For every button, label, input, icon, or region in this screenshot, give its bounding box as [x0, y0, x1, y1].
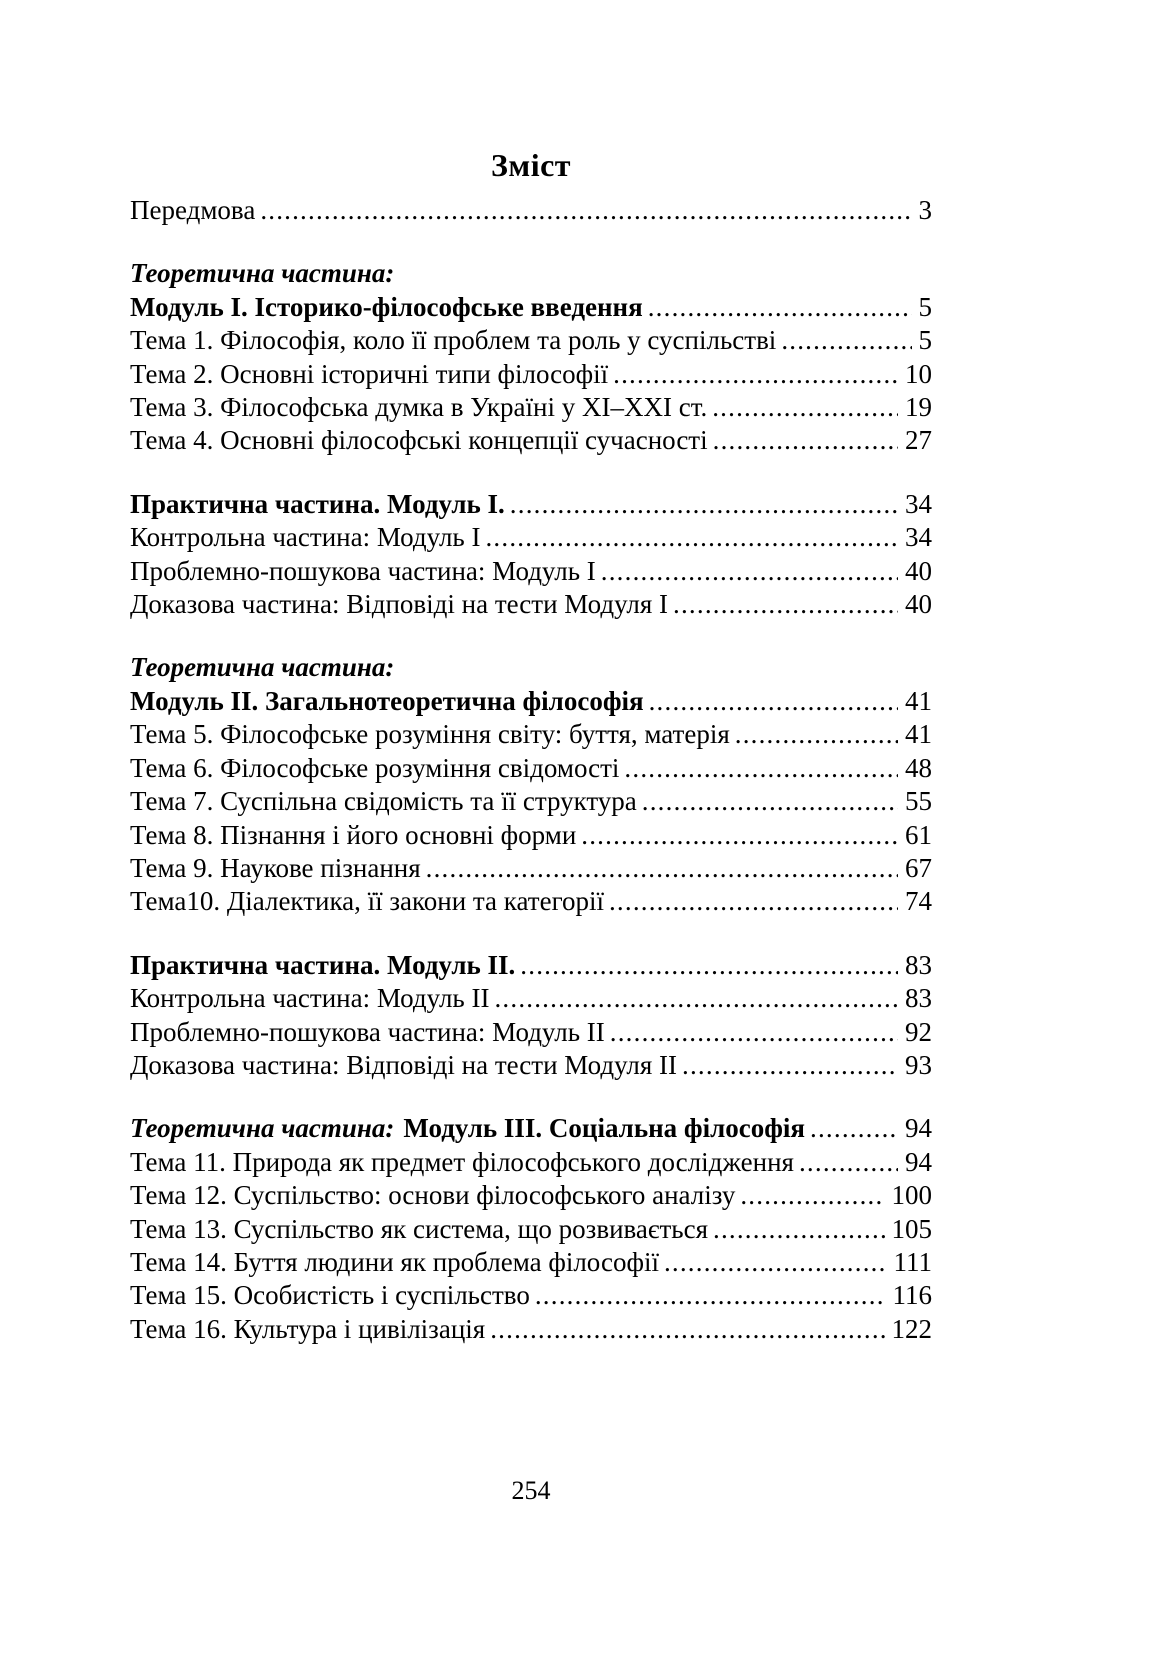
dot-leader	[613, 358, 898, 391]
toc-entry	[130, 555, 932, 588]
dot-leader	[581, 819, 898, 852]
toc-entry-page-number: 10	[905, 358, 932, 389]
toc-entry-page-number: 34	[905, 522, 932, 553]
toc-entry-label: Практична частина. Модуль ІІ.	[130, 949, 516, 980]
toc-list	[130, 194, 932, 1346]
toc-entry	[130, 1213, 932, 1246]
toc-entry-page-number: 100	[891, 1180, 932, 1211]
dot-leader	[673, 588, 898, 621]
toc-entry-page-number: 27	[905, 425, 932, 456]
toc-entry-label: Тема 9. Наукове пізнання	[130, 852, 421, 883]
toc-entry	[130, 324, 932, 357]
toc-entry-label: Теоретична частина:	[130, 652, 395, 683]
toc-entry-label: Тема 4. Основні філософські концепції сучасності	[130, 425, 708, 456]
toc-entry	[130, 1016, 932, 1049]
page-title: Зміст	[491, 147, 571, 183]
toc-entry-page-number: 92	[905, 1016, 932, 1047]
toc-entry-page-number: 94	[905, 1113, 932, 1144]
dot-leader	[740, 1179, 884, 1212]
toc-entry-label: Теоретична частина:	[130, 258, 395, 289]
toc-entry	[130, 1313, 932, 1346]
dot-leader	[664, 1246, 887, 1279]
toc-entry	[130, 785, 932, 818]
dot-leader	[609, 885, 898, 918]
toc-entry-label: Тема 13. Суспільство як система, що розвивається	[130, 1213, 708, 1244]
toc-entry	[130, 819, 932, 852]
dot-leader	[535, 1279, 886, 1312]
toc-entry	[130, 194, 932, 227]
toc-entry-page-number: 116	[892, 1280, 932, 1311]
dot-leader	[713, 424, 898, 457]
toc-entry-label: Проблемно-пошукова частина: Модуль ІІ	[130, 1016, 605, 1047]
toc-entry-page-number: 40	[905, 555, 932, 586]
dot-leader	[485, 521, 898, 554]
footer-page-number: 254	[511, 1476, 551, 1505]
toc-entry	[130, 651, 932, 684]
dot-leader	[648, 291, 912, 324]
toc-entry	[130, 521, 932, 554]
toc-entry-label: Передмова	[130, 195, 256, 225]
dot-leader	[642, 785, 898, 818]
toc-entry-page-number: 3	[918, 195, 932, 225]
toc-entry	[130, 424, 932, 457]
toc-entry	[130, 257, 932, 290]
toc-entry-page-number: 40	[905, 589, 932, 620]
dot-leader	[490, 1313, 884, 1346]
toc-entry	[130, 391, 932, 424]
toc-entry	[130, 885, 932, 918]
toc-entry-label: Тема 11. Природа як предмет філософського дослідження	[130, 1146, 794, 1177]
toc-entry-label: Контрольна частина: Модуль ІІ	[130, 983, 490, 1014]
dot-leader	[624, 752, 898, 785]
dot-leader	[810, 1112, 898, 1145]
toc-entry	[130, 1112, 932, 1145]
toc-entry	[130, 291, 932, 324]
toc-entry-page-number: 93	[905, 1049, 932, 1080]
toc-entry-page-number: 74	[905, 886, 932, 917]
toc-entry-label: Доказова частина: Відповіді на тести Модуля ІІ	[130, 1049, 678, 1080]
toc-entry-page-number: 61	[905, 819, 932, 850]
toc-entry	[130, 949, 932, 982]
toc-entry-label: Модуль ІІІ. Соціальна філософія	[403, 1113, 806, 1144]
toc-entry-page-number: 55	[905, 786, 932, 817]
toc-entry-label: Тема 8. Пізнання і його основні форми	[130, 819, 577, 850]
dot-leader	[510, 488, 898, 521]
toc-entry-page-number: 67	[905, 852, 932, 883]
toc-entry-label: Модуль ІІ. Загальнотеоретична філософія	[130, 685, 644, 716]
toc-entry-page-number: 94	[905, 1146, 932, 1177]
toc-entry-label: Тема 2. Основні історичні типи філософії	[130, 358, 609, 389]
toc-entry-label: Тема 7. Суспільна свідомість та її структура	[130, 786, 637, 817]
toc-entry-label: Тема 14. Буття людини як проблема філософії	[130, 1246, 659, 1277]
dot-leader	[260, 194, 911, 227]
dot-leader	[712, 391, 898, 424]
toc-entry-page-number: 105	[891, 1213, 932, 1244]
toc-entry-label: Практична частина. Модуль І.	[130, 488, 505, 519]
dot-leader	[610, 1016, 898, 1049]
toc-entry-page-number: 48	[905, 752, 932, 783]
toc-entry-label: Тема 1. Філософія, коло її проблем та роль у суспільстві	[130, 325, 777, 356]
dot-leader	[426, 852, 898, 885]
toc-entry-label: Тема 12. Суспільство: основи філософського аналізу	[130, 1180, 736, 1211]
toc-entry	[130, 1049, 932, 1082]
toc-entry-label: Тема10. Діалектика, її закони та категорії	[130, 886, 604, 917]
dot-leader	[799, 1146, 898, 1179]
toc-entry-label: Тема 16. Культура і цивілізація	[130, 1313, 486, 1344]
toc-entry-prefix: Теоретична частина:	[130, 1113, 395, 1144]
toc-entry-page-number: 5	[918, 325, 932, 356]
toc-entry	[130, 685, 932, 718]
toc-entry-page-number: 41	[905, 719, 932, 750]
toc-entry	[130, 1246, 932, 1279]
toc-entry	[130, 1146, 932, 1179]
dot-leader	[682, 1049, 898, 1082]
toc-entry-page-number: 41	[905, 685, 932, 716]
toc-entry-page-number: 122	[891, 1313, 932, 1344]
toc-entry-page-number: 19	[905, 392, 932, 423]
toc-entry-label: Тема 5. Філософське розуміння світу: буття, матерія	[130, 719, 730, 750]
toc-entry	[130, 852, 932, 885]
toc-entry-page-number: 111	[893, 1246, 932, 1277]
toc-entry-label: Модуль І. Історико-філософське введення	[130, 291, 643, 322]
dot-leader	[649, 685, 898, 718]
toc-entry-page-number: 83	[905, 949, 932, 980]
toc-entry	[130, 1279, 932, 1312]
dot-leader	[520, 949, 898, 982]
toc-entry-label: Контрольна частина: Модуль І	[130, 522, 481, 553]
toc-entry	[130, 1179, 932, 1212]
toc-entry-page-number: 5	[918, 291, 932, 322]
toc-entry-page-number: 83	[905, 983, 932, 1014]
dot-leader	[494, 982, 898, 1015]
dot-leader	[713, 1213, 885, 1246]
dot-leader	[601, 555, 898, 588]
toc-entry	[130, 358, 932, 391]
dot-leader	[735, 718, 898, 751]
dot-leader	[781, 324, 911, 357]
toc-entry	[130, 718, 932, 751]
toc-entry-label: Проблемно-пошукова частина: Модуль І	[130, 555, 596, 586]
toc-entry	[130, 488, 932, 521]
toc-content	[130, 146, 932, 1346]
toc-entry-label: Доказова частина: Відповіді на тести Модуля І	[130, 589, 669, 620]
toc-entry	[130, 982, 932, 1015]
toc-entry-label: Тема 15. Особистість і суспільство	[130, 1280, 530, 1311]
toc-entry-label: Тема 6. Філософське розуміння свідомості	[130, 752, 620, 783]
toc-entry-label: Тема 3. Філософська думка в Україні у ХІ–ХХІ ст.	[130, 392, 708, 423]
toc-entry	[130, 752, 932, 785]
toc-entry-page-number: 34	[905, 488, 932, 519]
toc-entry	[130, 588, 932, 621]
